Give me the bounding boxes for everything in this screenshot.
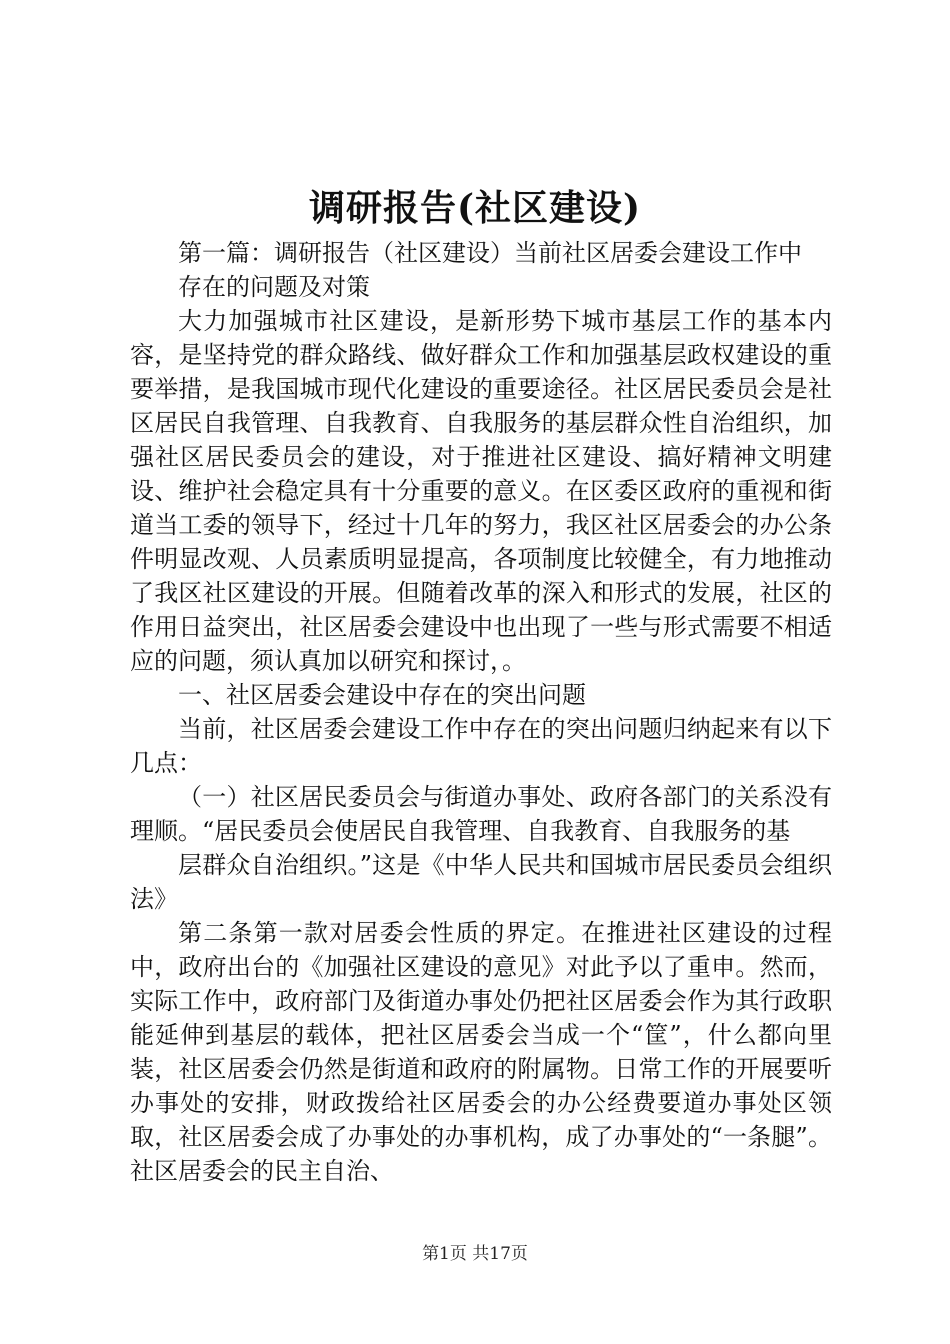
paragraph-intro: 大力加强城市社区建设，是新形势下城市基层工作的基本内容，是坚持党的群众路线、做好群众工作和加强基层政权建设的重要举措，是我国城市现代化建设的重要途径。社区居民委员会是社区居民自我管理、自我教育、自我服务的基层群众性自治组织，加强社区居民委员会的建设，对于推进社区建设、搞好精神文明建设、维护社会稳定具有十分重要的意义。在区委区政府的重视和街道当工委的领导下，经过十几年的努力，我区社区居委会的办公条件明显改观、人员素质明显提高，各项制度比较健全，有力地推动了我区社区建设的开展。但随着改革的深入和形式的发展，社区的作用日益突出，社区居委会建设中也出现了一些与形式需要不相适应的问题，须认真加以研究和探讨，。 [130, 307, 832, 675]
paragraph-article-two: 第二条第一款对居委会性质的界定。在推进社区建设的过程中，政府出台的《加强社区建设的意见》对此予以了重申。然而，实际工作中，政府部门及街道办事处仍把社区居委会作为其行政职能延伸到基层的载体，把社区居委会当成一个“筐”，什么都向里装，社区居委会仍然是街道和政府的附属物。日常工作的开展要听办事处的安排，财政拨给社区居委会的办公经费要道办事处区领取，社区居委会成了办事处的办事机构，成了办事处的“一条腿”。社区居委会的民主自治、 [130, 919, 832, 1185]
document-body [130, 236, 832, 1188]
paragraph-summary: 当前，社区居委会建设工作中存在的突出问题归纳起来有以下几点： [130, 715, 832, 777]
page-number-footer: 第1页 共17页 [422, 1244, 528, 1264]
paragraph-heading-part2: 存在的问题及对策 [178, 273, 370, 301]
section-heading-problems: 一、社区居委会建设中存在的突出问题 [178, 681, 586, 709]
paragraph-point-one-continued: 层群众自治组织。”这是《中华人民共和国城市居民委员会组织法》 [130, 851, 832, 913]
paragraph-point-one: （一）社区居民委员会与街道办事处、政府各部门的关系没有理顺。“居民委员会使居民自我管理、自我教育、自我服务的基 [130, 783, 832, 845]
paragraph-heading-part1: 第一篇：调研报告（社区建设）当前社区居委会建设工作中 [178, 239, 802, 267]
document-title: 调研报告(社区建设) [308, 187, 642, 229]
